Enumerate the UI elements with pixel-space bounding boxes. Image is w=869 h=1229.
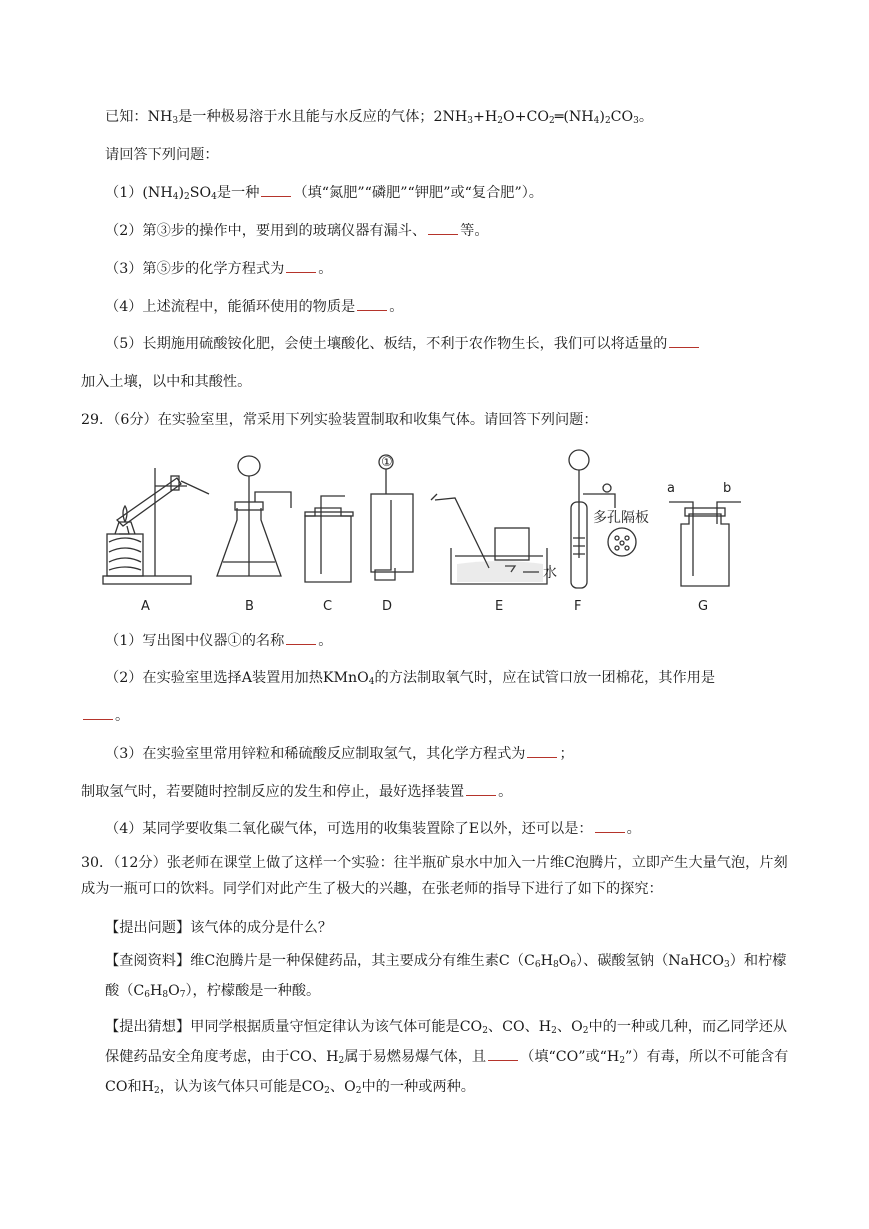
label-a: A xyxy=(141,599,150,614)
q30-ask: 【提出问题】该气体的成分是什么？ xyxy=(105,920,333,936)
apparatus-g xyxy=(669,502,741,586)
label-e: E xyxy=(495,599,504,614)
q29-part2-cont: 。 xyxy=(81,705,129,725)
label-c: C xyxy=(323,599,333,614)
answer-blank[interactable] xyxy=(527,745,557,758)
known-line: 已知：$NH_3$是一种极易溶于水且能与水反应的气体；$2NH_3+H_2O+CO_2═(NH_4)_2CO_3$。 xyxy=(105,109,654,126)
q30-hypothesis: 【提出猜想】甲同学根据质量守恒定律认为该气体可能是$CO_2$、CO、$H_2$、$O_2$中的一种或几种，而乙同学还从保健药品安全角度考虑，由于CO、$H_2$属于易燃易爆气体，且 （填“CO”或“$H_2$”）有毒，所以不可能含有CO和$H_2$，认为该气体只可能是$CO_2$、$O_2$中的一种或两种。 xyxy=(105,1019,789,1096)
q29-part4: （4）某同学要收集二氧化碳气体，可选用的收集装置除了E以外，还可以是： 。 xyxy=(105,821,641,837)
answer-blank[interactable] xyxy=(261,184,291,197)
label-f: F xyxy=(574,599,582,614)
answer-blank[interactable] xyxy=(488,1048,518,1061)
instrument-one-label: ① xyxy=(381,455,393,470)
q28-part5: （5）长期施用硫酸铵化肥，会使土壤酸化、板结，不利于农作物生长，我们可以将适量的 xyxy=(105,333,701,353)
port-b-label: b xyxy=(723,481,732,496)
apparatus-c xyxy=(305,496,353,582)
q29-part3: （3）在实验室里常用锌粒和稀硫酸反应制取氢气，其化学方程式为 ； xyxy=(105,746,574,762)
q28-prompt: 请回答下列问题： xyxy=(105,147,219,163)
answer-blank[interactable] xyxy=(286,260,316,273)
apparatus-a xyxy=(103,468,209,584)
q28-part5-cont: 加入土壤，以中和其酸性。 xyxy=(81,374,252,390)
porous-plate-label: 多孔隔板 xyxy=(593,510,649,526)
q29-part3-cont: 制取氢气时，若要随时控制反应的发生和停止，最好选择装置 。 xyxy=(81,784,513,800)
q28-part4: （4）上述流程中，能循环使用的物质是 。 xyxy=(105,299,404,315)
q29-part2: （2）在实验室里选择A装置用加热KMnO$_4$的方法制取氧气时，应在试管口放一团棉花，其作用是 xyxy=(105,670,716,687)
answer-blank[interactable] xyxy=(595,820,625,833)
answer-blank[interactable] xyxy=(669,335,699,348)
q28-part2: （2）第③步的操作中，要用到的玻璃仪器有漏斗、 等。 xyxy=(105,223,489,239)
q29-part1: （1）写出图中仪器①的名称 。 xyxy=(105,633,333,649)
port-a-label: a xyxy=(667,481,675,496)
answer-blank[interactable] xyxy=(357,298,387,311)
lab-apparatus-figure xyxy=(95,438,755,618)
answer-blank[interactable] xyxy=(428,222,458,235)
water-label: 水 xyxy=(543,565,557,581)
answer-blank[interactable] xyxy=(286,632,316,645)
apparatus-b xyxy=(217,456,291,576)
label-g: G xyxy=(698,599,709,614)
q30-header: 30．（12分）张老师在课堂上做了这样一个实验：往半瓶矿泉水中加入一片维C泡腾片，立即产生大量气泡，片刻成为一瓶可口的饮料。同学们对此产生了极大的兴趣，在张老师的指导下进行了如下的探究： xyxy=(81,855,788,897)
answer-blank[interactable] xyxy=(466,783,496,796)
apparatus-d xyxy=(371,455,413,580)
answer-blank[interactable] xyxy=(83,707,113,720)
q29-header: 29．（6分）在实验室里，常采用下列实验装置制取和收集气体。请回答下列问题： xyxy=(81,412,598,428)
label-b: B xyxy=(245,599,254,614)
q28-part1: $(1)(NH_4)_2SO_4$是一种 （填“氮肥”“磷肥”“钾肥”或“复合肥”）。 xyxy=(105,185,543,202)
q30-reference: 【查阅资料】维C泡腾片是一种保健药品，其主要成分有维生素$C(C_6H_8O_6)$、碳酸氢钠（NaHCO$_3$）和柠檬酸$(C_6H_8O_7)$，柠檬酸是一种酸。 xyxy=(105,953,787,1000)
q28-part3: （3）第⑤步的化学方程式为 。 xyxy=(105,261,333,277)
label-d: D xyxy=(382,599,393,614)
